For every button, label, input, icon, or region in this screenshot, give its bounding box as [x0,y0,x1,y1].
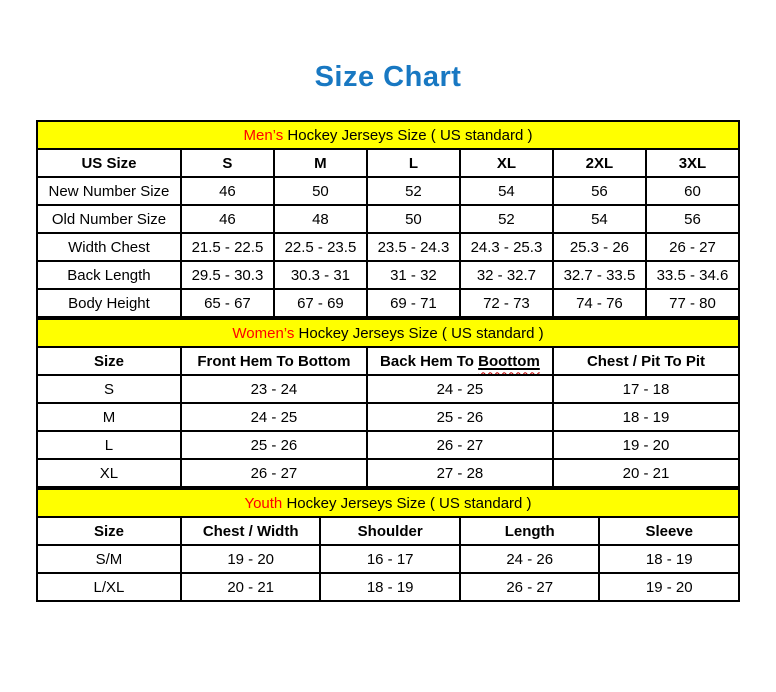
size-value: 67 - 69 [274,289,367,317]
row-label: New Number Size [37,177,181,205]
size-value: 54 [553,205,646,233]
column-header: Back Hem To Boottom [367,347,553,375]
band-accent-text: Youth [244,494,283,512]
misspelled-word: Boottom [478,352,540,370]
size-value: 20 - 21 [553,459,739,487]
size-value: 46 [181,205,274,233]
size-value: 65 - 67 [181,289,274,317]
table-row [37,459,739,487]
size-value: 52 [367,177,460,205]
section-band-womens: Women’s Hockey Jerseys Size ( US standard ) [37,319,739,347]
size-value: 19 - 20 [553,431,739,459]
size-table-womens [36,318,740,488]
header-row [37,149,739,177]
size-value: 72 - 73 [460,289,553,317]
column-header: L [367,149,460,177]
size-value: 25.3 - 26 [553,233,646,261]
size-value: 74 - 76 [553,289,646,317]
size-value: 31 - 32 [367,261,460,289]
row-label: S [37,375,181,403]
column-header: Chest / Width [181,517,321,545]
row-label: L [37,431,181,459]
table-row [37,403,739,431]
column-header: US Size [37,149,181,177]
size-value: 19 - 20 [181,545,321,573]
size-value: 21.5 - 22.5 [181,233,274,261]
table-row [37,289,739,317]
size-value: 22.5 - 23.5 [274,233,367,261]
row-label: XL [37,459,181,487]
size-value: 26 - 27 [460,573,600,601]
size-value: 23 - 24 [181,375,367,403]
column-header: M [274,149,367,177]
table-row [37,573,739,601]
header-row [37,347,739,375]
column-header: Size [37,347,181,375]
size-value: 48 [274,205,367,233]
column-header: S [181,149,274,177]
table-row [37,375,739,403]
size-value: 24 - 25 [367,375,553,403]
size-value: 29.5 - 30.3 [181,261,274,289]
column-header: Size [37,517,181,545]
table-row [37,431,739,459]
row-label: S/M [37,545,181,573]
size-value: 30.3 - 31 [274,261,367,289]
section-band-row [37,319,739,347]
size-value: 20 - 21 [181,573,321,601]
column-header: Length [460,517,600,545]
table-row [37,261,739,289]
size-value: 27 - 28 [367,459,553,487]
size-value: 32 - 32.7 [460,261,553,289]
size-value: 24.3 - 25.3 [460,233,553,261]
table-row [37,545,739,573]
section-band-row [37,121,739,149]
header-row [37,517,739,545]
size-value: 25 - 26 [181,431,367,459]
page-title: Size Chart [314,61,462,93]
row-label: L/XL [37,573,181,601]
size-value: 56 [646,205,739,233]
row-label: Width Chest [37,233,181,261]
size-chart-tables [36,120,740,602]
size-value: 23.5 - 24.3 [367,233,460,261]
size-value: 32.7 - 33.5 [553,261,646,289]
row-label: M [37,403,181,431]
size-value: 19 - 20 [599,573,739,601]
size-value: 18 - 19 [320,573,460,601]
size-value: 46 [181,177,274,205]
size-value: 25 - 26 [367,403,553,431]
row-label: Back Length [37,261,181,289]
row-label: Old Number Size [37,205,181,233]
size-table-youth [36,488,740,602]
table-row [37,177,739,205]
section-band-row [37,489,739,517]
column-header: 3XL [646,149,739,177]
size-value: 33.5 - 34.6 [646,261,739,289]
size-value: 26 - 27 [367,431,553,459]
size-table-mens [36,120,740,318]
column-header: 2XL [553,149,646,177]
size-value: 56 [553,177,646,205]
size-value: 52 [460,205,553,233]
band-accent-text: Men’s [243,126,284,144]
column-header: XL [460,149,553,177]
section-band-youth: Youth Hockey Jerseys Size ( US standard ) [37,489,739,517]
size-value: 17 - 18 [553,375,739,403]
size-value: 16 - 17 [320,545,460,573]
row-label: Body Height [37,289,181,317]
table-row [37,205,739,233]
size-value: 26 - 27 [646,233,739,261]
size-value: 69 - 71 [367,289,460,317]
size-value: 24 - 25 [181,403,367,431]
size-value: 24 - 26 [460,545,600,573]
size-value: 50 [367,205,460,233]
band-accent-text: Women’s [232,324,295,342]
size-value: 50 [274,177,367,205]
section-band-mens: Men’s Hockey Jerseys Size ( US standard ) [37,121,739,149]
size-value: 18 - 19 [553,403,739,431]
column-header: Front Hem To Bottom [181,347,367,375]
column-header: Shoulder [320,517,460,545]
size-value: 60 [646,177,739,205]
size-value: 18 - 19 [599,545,739,573]
table-row [37,233,739,261]
column-header: Chest / Pit To Pit [553,347,739,375]
column-header: Sleeve [599,517,739,545]
size-value: 26 - 27 [181,459,367,487]
size-value: 77 - 80 [646,289,739,317]
size-value: 54 [460,177,553,205]
